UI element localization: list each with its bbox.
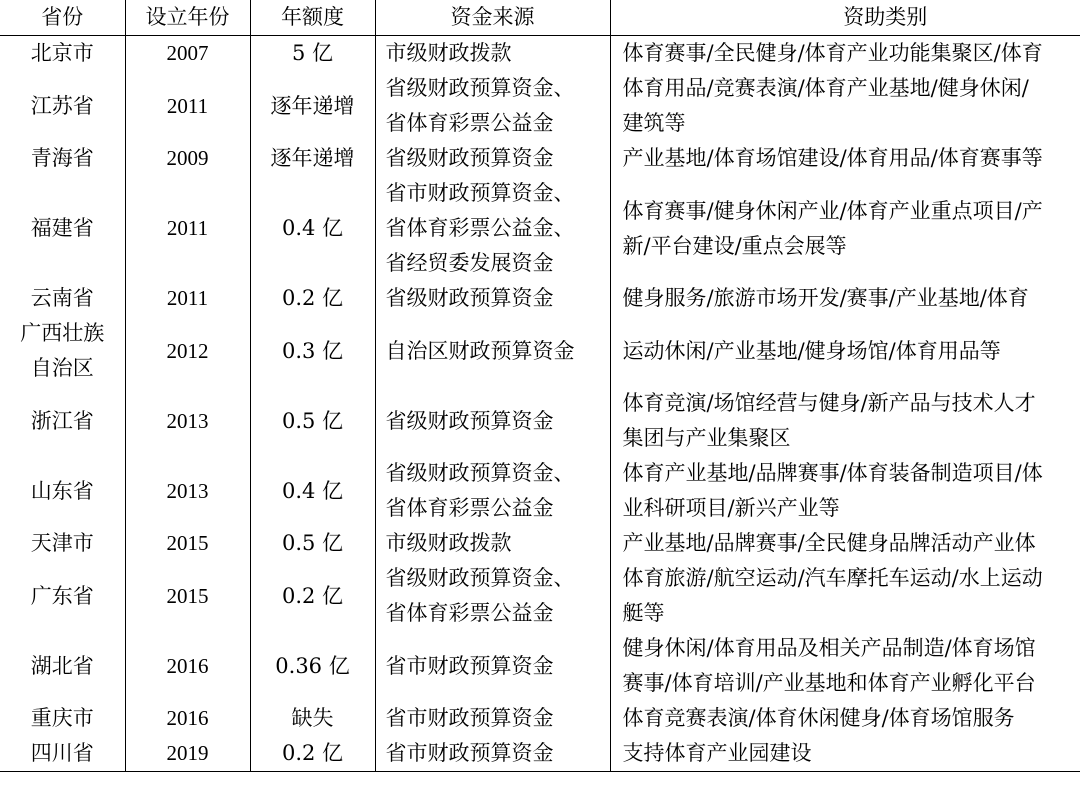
cell-source-line: 省市财政预算资金 [385, 653, 554, 678]
cell-category-line: 产业基地/体育场馆建设/体育用品/体育赛事等 [622, 146, 1043, 170]
cell-source [375, 316, 610, 386]
cell-category-line: 体育赛事/全民健身/体育产业功能集聚区/体育 [622, 41, 1043, 65]
table-row [0, 141, 1080, 176]
cell-year: 2007 [125, 36, 250, 72]
cell-source [375, 526, 610, 561]
cell-province [0, 701, 125, 736]
cell-category-line: 体育赛事/健身休闲产业/体育产业重点项目/产 [622, 198, 1043, 223]
cell-province [0, 736, 125, 772]
cell-source [375, 386, 610, 456]
cell-source-line: 省体育彩票公益金 [385, 601, 554, 625]
cell-amount: 0.4 亿 [250, 176, 375, 281]
cell-province-line: 北京市 [30, 41, 94, 65]
cell-province [0, 386, 125, 456]
cell-source-line: 省市财政预算资金 [385, 706, 554, 730]
cell-amount: 逐年递增 [250, 71, 375, 141]
cell-category-line: 业科研项目/新兴产业等 [622, 496, 840, 520]
cell-source [375, 561, 610, 631]
cell-province-line: 湖北省 [30, 653, 94, 678]
cell-category [610, 631, 1080, 701]
cell-source [375, 701, 610, 736]
table-row [0, 71, 1080, 141]
cell-category-line: 体育产业基地/品牌赛事/体育装备制造项目/体 [622, 461, 1043, 485]
cell-province-line: 青海省 [30, 146, 94, 170]
cell-amount: 0.3 亿 [250, 316, 375, 386]
cell-year: 2013 [125, 456, 250, 526]
cell-source-line: 省级财政预算资金、 [385, 566, 575, 590]
cell-category [610, 561, 1080, 631]
cell-source [375, 736, 610, 772]
cell-source-line: 市级财政拨款 [385, 531, 512, 555]
cell-category-line: 赛事/体育培训/产业基地和体育产业孵化平台 [622, 671, 1036, 695]
cell-province-line: 自治区 [30, 356, 94, 380]
table-row [0, 561, 1080, 631]
header-year: 设立年份 [125, 0, 250, 36]
header-province: 省份 [0, 0, 125, 36]
cell-year: 2011 [125, 176, 250, 281]
cell-category [610, 736, 1080, 772]
cell-province-line: 浙江省 [30, 408, 94, 433]
cell-source-line: 省体育彩票公益金 [385, 111, 554, 135]
cell-category-line: 产业基地/品牌赛事/全民健身品牌活动产业体 [622, 531, 1036, 555]
table-row [0, 701, 1080, 736]
table-row [0, 281, 1080, 316]
cell-source-line: 市级财政拨款 [385, 41, 512, 65]
cell-source-line: 省体育彩票公益金、 [385, 216, 575, 240]
cell-category-line: 艇等 [622, 601, 665, 625]
cell-year: 2016 [125, 631, 250, 701]
cell-amount: 缺失 [250, 701, 375, 736]
table-row [0, 386, 1080, 456]
cell-category [610, 386, 1080, 456]
cell-category-line: 健身服务/旅游市场开发/赛事/产业基地/体育 [622, 286, 1029, 310]
cell-category-line: 体育旅游/航空运动/汽车摩托车运动/水上运动 [622, 566, 1043, 590]
cell-province-line: 福建省 [30, 216, 94, 240]
cell-category [610, 701, 1080, 736]
cell-source [375, 71, 610, 141]
cell-source [375, 281, 610, 316]
cell-source-line: 省经贸委发展资金 [385, 251, 554, 275]
table-body [0, 36, 1080, 772]
cell-source-line: 省市财政预算资金 [385, 741, 554, 765]
cell-source-line: 省级财政预算资金 [385, 286, 554, 310]
table-row [0, 176, 1080, 281]
cell-category-line: 体育用品/竞赛表演/体育产业基地/健身休闲/ [622, 76, 1029, 100]
cell-category-line: 体育竞演/场馆经营与健身/新产品与技术人才 [622, 391, 1036, 415]
header-source: 资金来源 [375, 0, 610, 36]
cell-source [375, 36, 610, 72]
cell-category-line: 新/平台建设/重点会展等 [622, 233, 847, 258]
cell-source [375, 631, 610, 701]
cell-category [610, 141, 1080, 176]
cell-province [0, 631, 125, 701]
cell-category-line: 体育竞赛表演/体育休闲健身/体育场馆服务 [622, 706, 1015, 730]
cell-amount: 0.36 亿 [250, 631, 375, 701]
cell-source-line: 自治区财政预算资金 [385, 338, 575, 363]
cell-source [375, 176, 610, 281]
table-row [0, 456, 1080, 526]
cell-category [610, 316, 1080, 386]
header-category: 资助类别 [610, 0, 1080, 36]
cell-province-line: 山东省 [30, 478, 94, 503]
cell-source-line: 省级财政预算资金、 [385, 76, 575, 100]
cell-source-line: 省市财政预算资金、 [385, 181, 575, 205]
cell-province [0, 71, 125, 141]
cell-province [0, 316, 125, 386]
cell-amount: 0.5 亿 [250, 386, 375, 456]
cell-year: 2009 [125, 141, 250, 176]
cell-amount: 5 亿 [250, 36, 375, 72]
cell-source-line: 省级财政预算资金、 [385, 461, 575, 485]
cell-category-line: 建筑等 [622, 111, 686, 135]
table-row [0, 316, 1080, 386]
cell-province-line: 天津市 [30, 531, 94, 555]
cell-province [0, 456, 125, 526]
table-row [0, 526, 1080, 561]
cell-amount: 0.2 亿 [250, 561, 375, 631]
cell-year: 2015 [125, 561, 250, 631]
cell-category [610, 176, 1080, 281]
table-row [0, 631, 1080, 701]
cell-source [375, 456, 610, 526]
cell-province [0, 36, 125, 72]
cell-province-line: 云南省 [30, 286, 94, 310]
cell-category-line: 支持体育产业园建设 [622, 741, 812, 765]
cell-year: 2012 [125, 316, 250, 386]
cell-province-line: 重庆市 [30, 706, 94, 730]
cell-category [610, 281, 1080, 316]
cell-category [610, 456, 1080, 526]
cell-province-line: 四川省 [30, 741, 94, 765]
cell-year: 2011 [125, 71, 250, 141]
table-row [0, 36, 1080, 72]
cell-year: 2013 [125, 386, 250, 456]
header-row [0, 0, 1080, 36]
cell-category [610, 71, 1080, 141]
cell-province [0, 561, 125, 631]
cell-year: 2011 [125, 281, 250, 316]
cell-category-line: 健身休闲/体育用品及相关产品制造/体育场馆 [622, 636, 1036, 660]
cell-province-line: 广西壮族 [20, 321, 105, 345]
cell-category [610, 36, 1080, 72]
cell-source [375, 141, 610, 176]
cell-amount: 0.2 亿 [250, 281, 375, 316]
cell-province [0, 526, 125, 561]
cell-source-line: 省体育彩票公益金 [385, 496, 554, 520]
cell-province [0, 281, 125, 316]
cell-amount: 0.5 亿 [250, 526, 375, 561]
header-amount: 年额度 [250, 0, 375, 36]
cell-amount: 0.4 亿 [250, 456, 375, 526]
cell-province [0, 176, 125, 281]
cell-category-line: 集团与产业集聚区 [622, 426, 791, 450]
cell-category-line: 运动休闲/产业基地/健身场馆/体育用品等 [622, 338, 1001, 363]
table-row [0, 736, 1080, 772]
cell-amount: 逐年递增 [250, 141, 375, 176]
cell-year: 2019 [125, 736, 250, 772]
cell-province-line: 江苏省 [30, 93, 94, 118]
cell-year: 2016 [125, 701, 250, 736]
cell-year: 2015 [125, 526, 250, 561]
cell-province [0, 141, 125, 176]
cell-province-line: 广东省 [30, 583, 94, 608]
cell-source-line: 省级财政预算资金 [385, 408, 554, 433]
cell-source-line: 省级财政预算资金 [385, 146, 554, 170]
cell-amount: 0.2 亿 [250, 736, 375, 772]
cell-category [610, 526, 1080, 561]
